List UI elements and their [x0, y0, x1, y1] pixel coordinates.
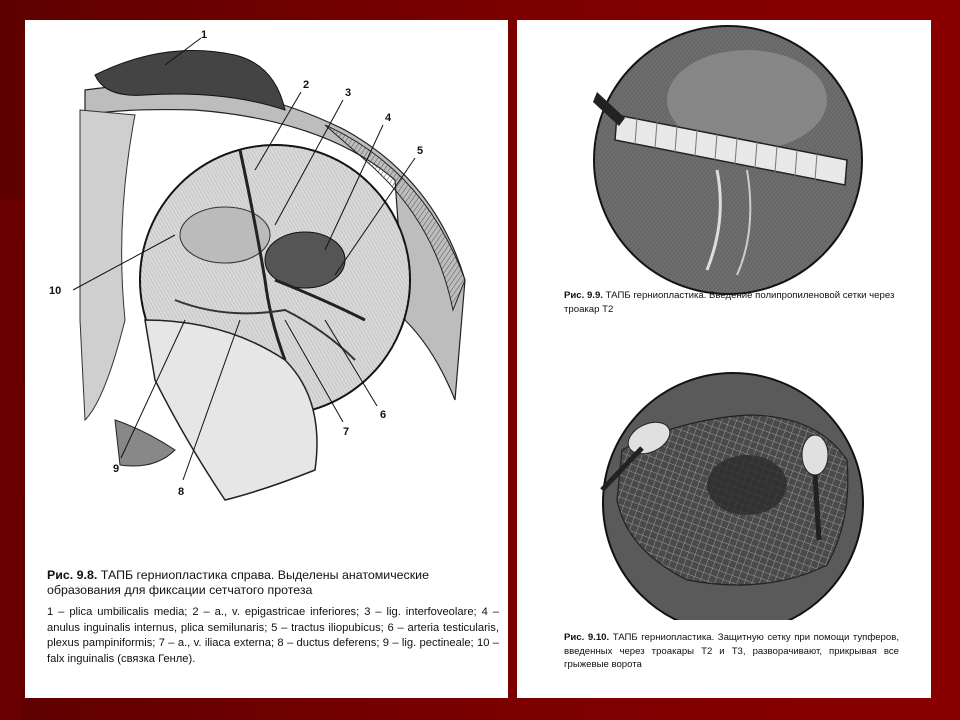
figure-9-8-panel — [25, 20, 508, 698]
figure-9-8-caption — [47, 568, 499, 598]
label-3: 3 — [345, 87, 352, 99]
background-band — [0, 200, 22, 720]
figure-9-8-title: ТАПБ герниопластика справа. Выделены анатомические образования для фиксации сетчатого протеза — [47, 568, 429, 597]
label-9: 9 — [113, 463, 120, 475]
label-7: 7 — [343, 426, 350, 438]
label-2: 2 — [303, 79, 310, 91]
label-1: 1 — [201, 29, 208, 41]
label-10: 10 — [49, 285, 62, 297]
label-8: 8 — [178, 486, 185, 498]
figure-9-9-image — [593, 26, 862, 294]
figure-9-9-caption — [564, 289, 904, 316]
figure-9-8-number: Рис. 9.8. — [47, 568, 98, 582]
figure-9-9-title: ТАПБ герниопластика. Введение полипропиленовой сетки через троакар Т2 — [564, 290, 895, 315]
figure-9-8-illustration — [25, 20, 508, 560]
label-5: 5 — [417, 145, 424, 157]
label-4: 4 — [385, 112, 392, 124]
left-wall — [80, 110, 135, 420]
tupfer-right — [802, 435, 828, 475]
label-6: 6 — [380, 409, 387, 421]
figure-9-10-number: Рис. 9.10. — [564, 632, 610, 643]
figures-9-9-9-10-illustrations — [517, 20, 931, 620]
figure-9-9-9-10-panel — [517, 20, 931, 698]
figure-9-10-title: ТАПБ герниопластика. Защитную сетку при помощи тупферов, введенных через троакары Т2 и Т3, разворачивают, прикрывая все грыжевые ворота — [564, 632, 899, 670]
figure-9-10-caption — [564, 631, 899, 672]
figure-9-8-legend: 1 – plica umbilicalis media; 2 – a., v. epigastricae inferiores; 3 – lig. interfoveolare; 4 – anulus inguinalis internus, plica semilunaris; 5 – tractus iliopubicus; 6 – arteria testicularis, plexus pampiniformis; 7 – a., v. iliaca externa; 8 – ductus deferens; 9 – lig. pectineale; 10 – falx inguinalis (связка Генле). — [47, 606, 499, 665]
figure-9-9-number: Рис. 9.9. — [564, 290, 603, 301]
figure-9-10-image — [602, 373, 863, 620]
